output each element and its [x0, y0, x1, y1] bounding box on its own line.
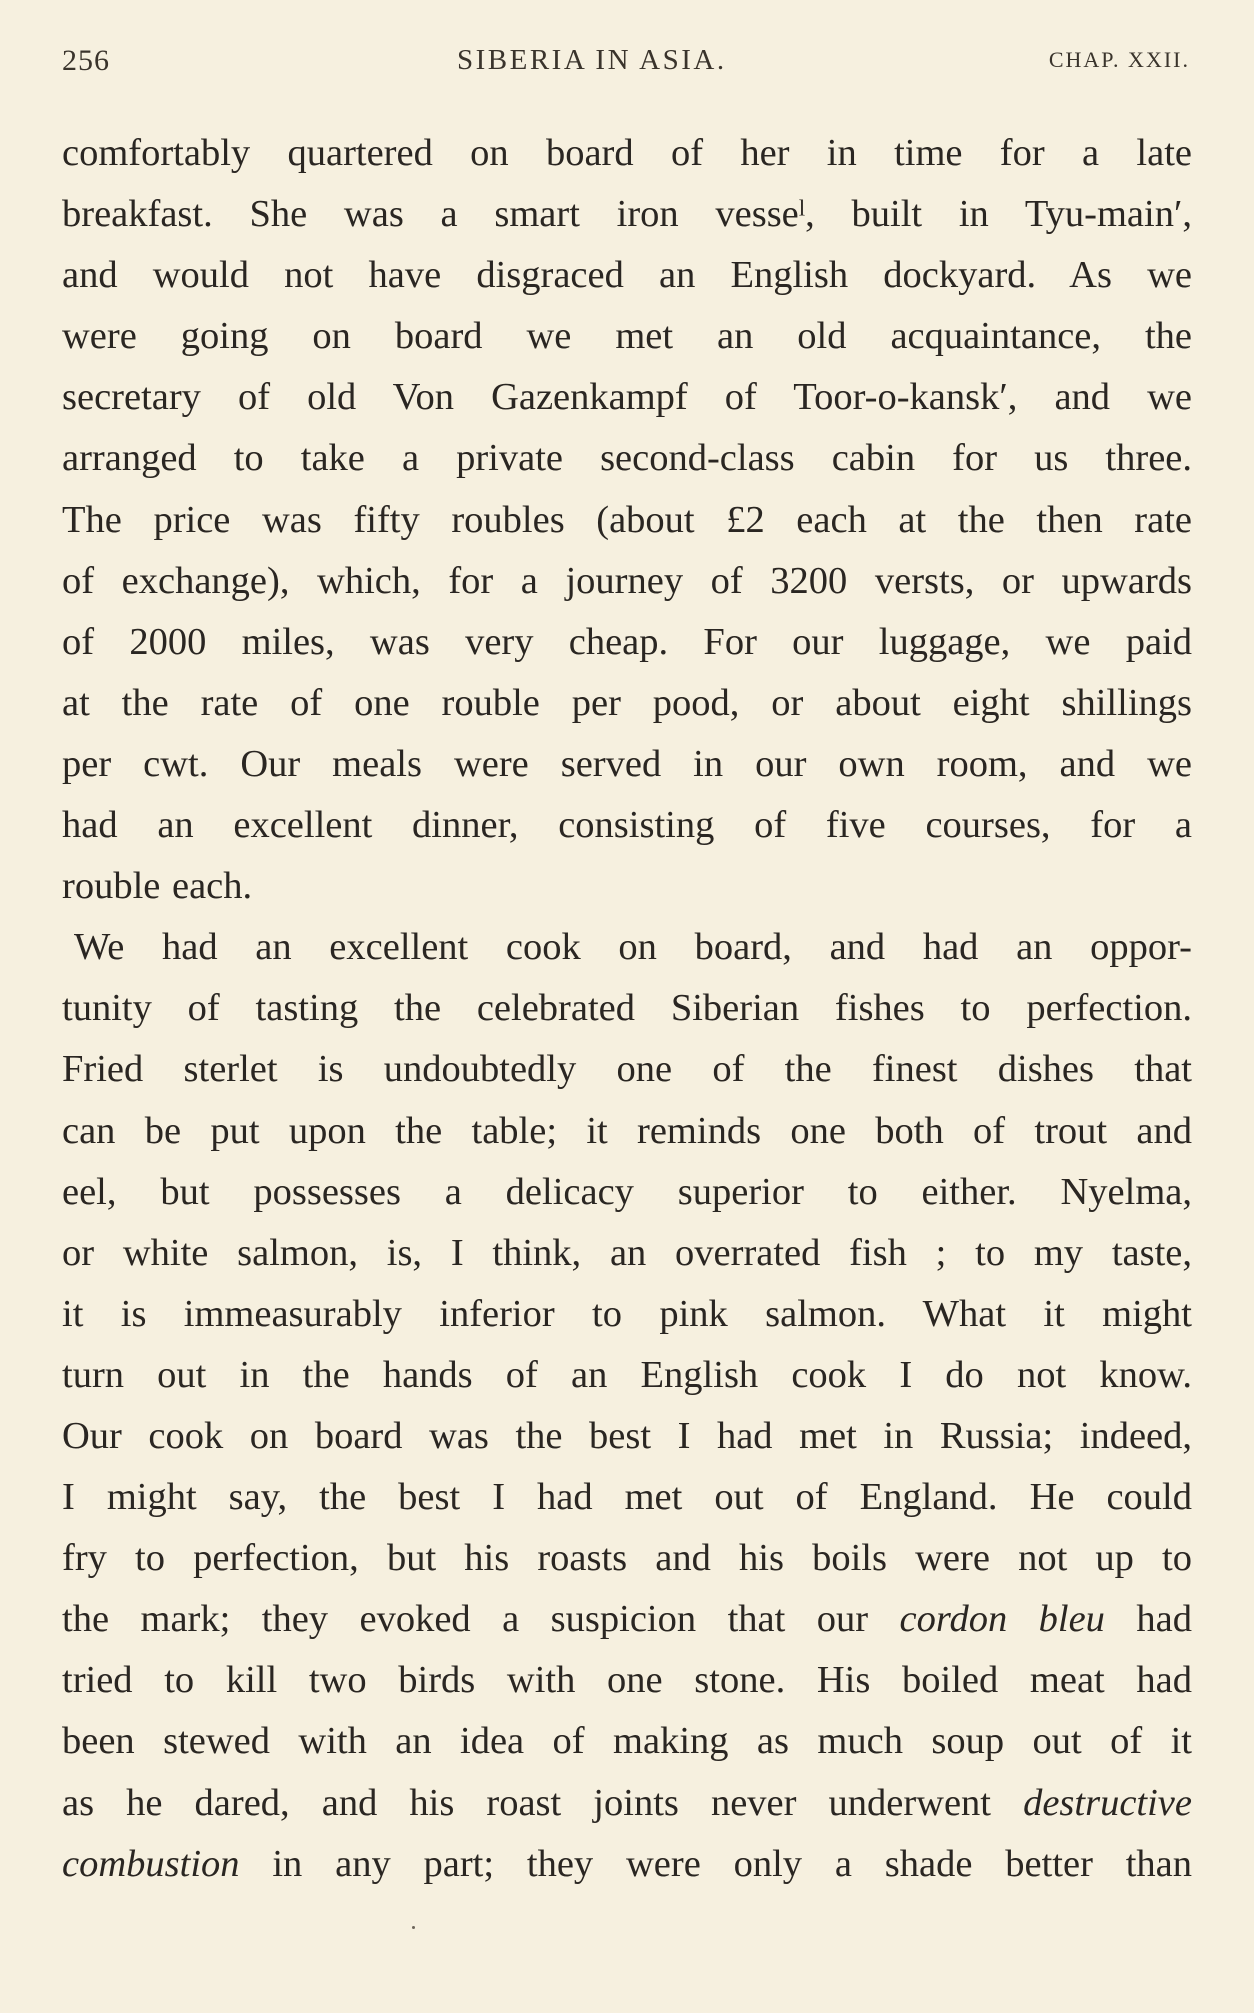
text-segment: been stewed with an idea of making as much soup out of it — [62, 1720, 1192, 1763]
text-line — [62, 856, 1192, 917]
page-number: 256 — [62, 44, 110, 77]
text-segment: Fried sterlet is undoubtedly one of the finest dishes that — [62, 1048, 1192, 1091]
text-segment: of exchange), which, for a journey of 3200 versts, or upwards — [62, 559, 1192, 602]
text-segment: We had an excellent cook on board, and had an oppor- — [74, 926, 1192, 969]
text-segment: the mark; they evoked a suspicion that our — [62, 1598, 900, 1641]
text-line — [62, 1284, 1192, 1345]
text-line — [62, 551, 1192, 612]
text-segment: I might say, the best I had met out of England. He could — [62, 1476, 1192, 1519]
text-segment: tunity of tasting the celebrated Siberian fishes to perfection. — [62, 987, 1192, 1030]
text-line — [62, 306, 1192, 367]
text-line — [62, 612, 1192, 673]
text-segment: eel, but possesses a delicacy superior to either. Nyelma, — [62, 1170, 1192, 1213]
text-line — [62, 917, 1192, 978]
italic-phrase: combustion — [62, 1842, 240, 1885]
text-line — [62, 673, 1192, 734]
text-segment: breakfast. She was a smart iron vesseˡ, built in Tyu-main′, — [62, 193, 1192, 236]
text-line — [62, 1101, 1192, 1162]
italic-phrase: destructive — [1023, 1781, 1192, 1824]
text-segment: and would not have disgraced an English dockyard. As we — [62, 254, 1192, 297]
text-segment: can be put upon the table; it reminds one both of trout and — [62, 1109, 1192, 1152]
chapter-label: CHAP. XXII. — [1048, 47, 1190, 72]
text-line — [62, 1528, 1192, 1589]
text-segment: of 2000 miles, was very cheap. For our luggage, we paid — [62, 620, 1192, 663]
text-segment: The price was fifty roubles (about £2 each at the then rate — [62, 498, 1192, 541]
text-line — [62, 1406, 1192, 1467]
italic-phrase: cordon bleu — [899, 1598, 1105, 1641]
body-text — [62, 123, 1192, 1895]
text-line — [62, 1650, 1192, 1711]
text-line — [62, 1223, 1192, 1284]
text-segment: rouble each. — [62, 865, 253, 908]
text-line — [62, 1711, 1192, 1772]
text-segment: were going on board we met an old acquaintance, the — [62, 315, 1192, 358]
text-line — [62, 978, 1192, 1039]
paper-speck — [412, 1926, 415, 1929]
text-segment: per cwt. Our meals were served in our own room, and we — [62, 742, 1192, 785]
text-segment: fry to perfection, but his roasts and his boils were not up to — [62, 1537, 1192, 1580]
text-segment: had — [1104, 1598, 1192, 1641]
text-segment: secretary of old Von Gazenkampf of Toor-o-kansk′, and we — [62, 376, 1192, 419]
text-line — [62, 734, 1192, 795]
text-segment: tried to kill two birds with one stone. His boiled meat had — [62, 1659, 1192, 1702]
text-line — [62, 1773, 1192, 1834]
text-segment: as he dared, and his roast joints never underwent — [62, 1781, 1024, 1824]
text-line — [62, 428, 1192, 489]
text-line — [62, 1834, 1192, 1895]
text-line — [62, 367, 1192, 428]
text-segment: Our cook on board was the best I had met in Russia; indeed, — [62, 1414, 1192, 1457]
text-segment: at the rate of one rouble per pood, or about eight shillings — [62, 681, 1192, 724]
text-segment: had an excellent dinner, consisting of five courses, for a — [62, 804, 1192, 847]
text-line — [62, 245, 1192, 306]
text-segment: arranged to take a private second-class cabin for us three. — [62, 437, 1192, 480]
text-segment: comfortably quartered on board of her in time for a late — [62, 132, 1192, 174]
text-segment: or white salmon, is, I think, an overrated fish ; to my taste, — [62, 1231, 1192, 1274]
text-line — [62, 1345, 1192, 1406]
text-segment: it is immeasurably inferior to pink salmon. What it might — [62, 1292, 1192, 1335]
text-line — [62, 490, 1192, 551]
text-segment: turn out in the hands of an English cook I do not know. — [62, 1353, 1192, 1396]
text-line — [62, 1039, 1192, 1100]
running-head — [62, 44, 1190, 84]
text-line — [62, 123, 1192, 184]
text-line — [62, 1467, 1192, 1528]
text-line — [62, 1589, 1192, 1650]
text-line — [62, 184, 1192, 245]
text-line — [62, 795, 1192, 856]
text-segment: in any part; they were only a shade better than — [239, 1842, 1192, 1885]
text-line — [62, 1162, 1192, 1223]
book-title: SIBERIA IN ASIA. — [457, 44, 727, 76]
